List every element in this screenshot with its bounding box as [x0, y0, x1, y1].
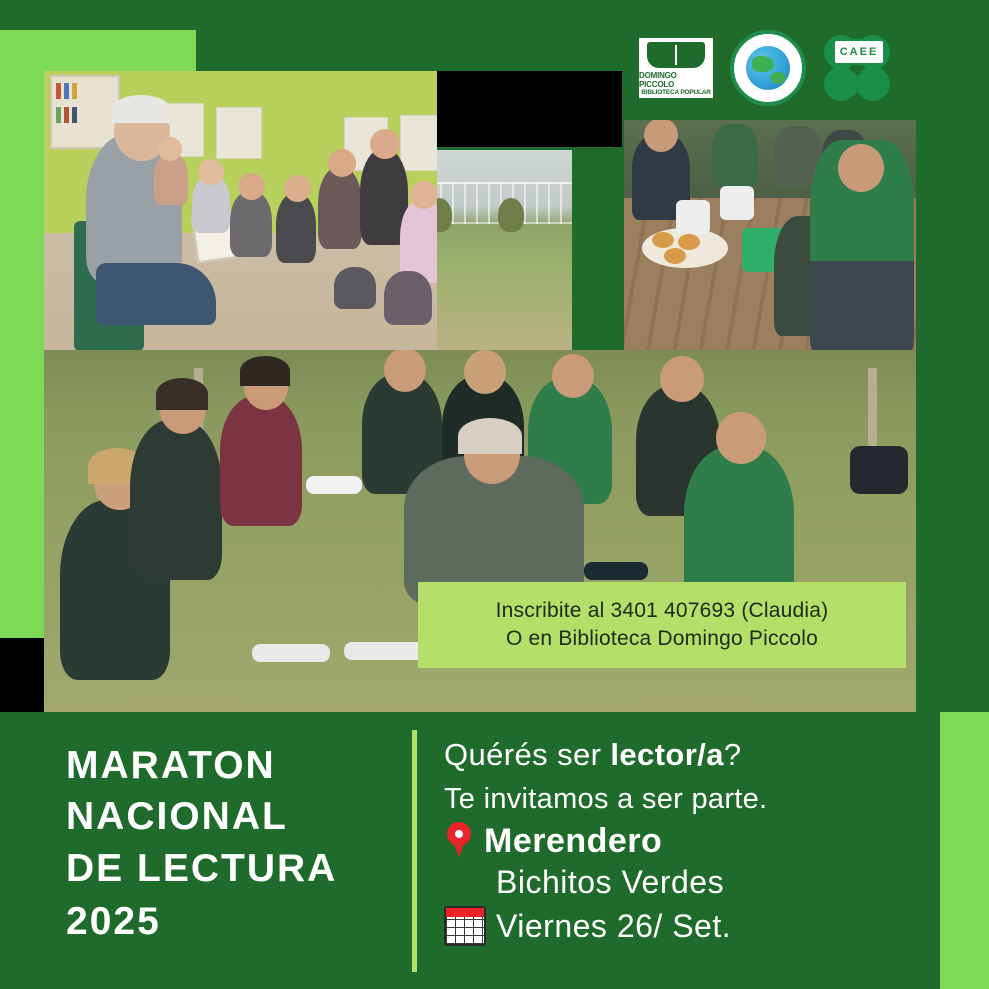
child-head: [238, 173, 265, 200]
person-head: [660, 356, 704, 402]
photo-reading-circle: [44, 71, 437, 350]
vertical-divider: [412, 730, 417, 972]
backpack: [850, 446, 908, 494]
logo-line-1: DOMINGO PICCOLO: [639, 71, 677, 89]
event-title: [66, 740, 396, 948]
callout-line-2: O en Biblioteca Domingo Piccolo: [505, 627, 819, 650]
child-head: [284, 175, 311, 202]
child-at-table: [712, 124, 758, 186]
person-head: [552, 354, 594, 398]
person-head: [716, 412, 766, 464]
person: [220, 396, 302, 526]
caee-clover-logo: [820, 33, 894, 103]
background-bottom-right-strip: [940, 712, 989, 989]
globe-logo: [730, 30, 806, 106]
sneaker: [252, 644, 330, 662]
adult-helper-head: [370, 129, 400, 159]
book-icon: [647, 42, 705, 68]
globe-icon: [746, 46, 790, 90]
bookshelf: [50, 75, 120, 149]
child-foreground-head: [838, 144, 884, 192]
date-row: [444, 906, 944, 946]
title-line-2: NACIONAL: [66, 795, 288, 839]
person-hair: [156, 378, 208, 410]
invite-prefix: Quérés ser: [444, 737, 611, 772]
callout-line-1: Inscribite al 3401 407693 (Claudia): [495, 599, 829, 622]
calendar-icon: [444, 906, 486, 946]
logo-line-2: BIBLIOTECA POPULAR: [641, 89, 711, 96]
child-lower: [334, 267, 376, 309]
domingo-piccolo-library-logo: [636, 35, 716, 101]
sneaker: [344, 642, 428, 660]
venue-name-second-line: Bichitos Verdes: [496, 863, 725, 900]
person-head: [384, 350, 426, 392]
invite-line: [444, 733, 944, 778]
logo-row: [636, 33, 898, 103]
invite-suffix: ?: [723, 737, 742, 772]
child: [276, 193, 316, 263]
person-hair: [240, 356, 290, 386]
person-hair: [458, 418, 522, 454]
sock: [306, 476, 362, 494]
mug: [720, 186, 754, 220]
clover-leaf-icon: [849, 60, 897, 108]
person-head: [464, 350, 506, 394]
event-date: Viernes 26/ Set.: [496, 907, 732, 944]
child-head: [328, 149, 356, 177]
inscription-callout: [418, 582, 906, 668]
adult-hair: [112, 95, 170, 123]
title-line-3: DE LECTURA: [66, 846, 338, 890]
wall-art: [216, 107, 262, 159]
invite-subtitle: Te invitamos a ser parte.: [444, 782, 768, 815]
wall-art: [400, 115, 437, 171]
field-tree: [498, 198, 524, 232]
child: [318, 167, 362, 249]
child-head: [158, 137, 182, 161]
title-year: 2025: [66, 900, 161, 944]
pastry: [678, 234, 700, 250]
pastry: [652, 232, 674, 248]
mug: [676, 200, 710, 234]
child: [230, 191, 272, 257]
venue-name: Merendero: [484, 821, 663, 860]
child-head: [410, 181, 437, 209]
pastry: [664, 248, 686, 264]
venue-row: [444, 822, 944, 861]
caee-badge-label: CAEE: [833, 39, 885, 65]
child-lower: [384, 271, 432, 325]
person: [130, 420, 222, 580]
child-head: [198, 159, 224, 185]
sneaker: [584, 562, 648, 580]
black-rectangle-overlay: [422, 71, 622, 147]
event-info: [444, 733, 944, 946]
adult-legs: [96, 263, 216, 325]
title-line-1: MARATON: [66, 744, 276, 787]
photo-snack-table: [624, 120, 916, 382]
location-pin-icon: [444, 822, 474, 860]
invite-strong: lector/a: [610, 737, 724, 772]
